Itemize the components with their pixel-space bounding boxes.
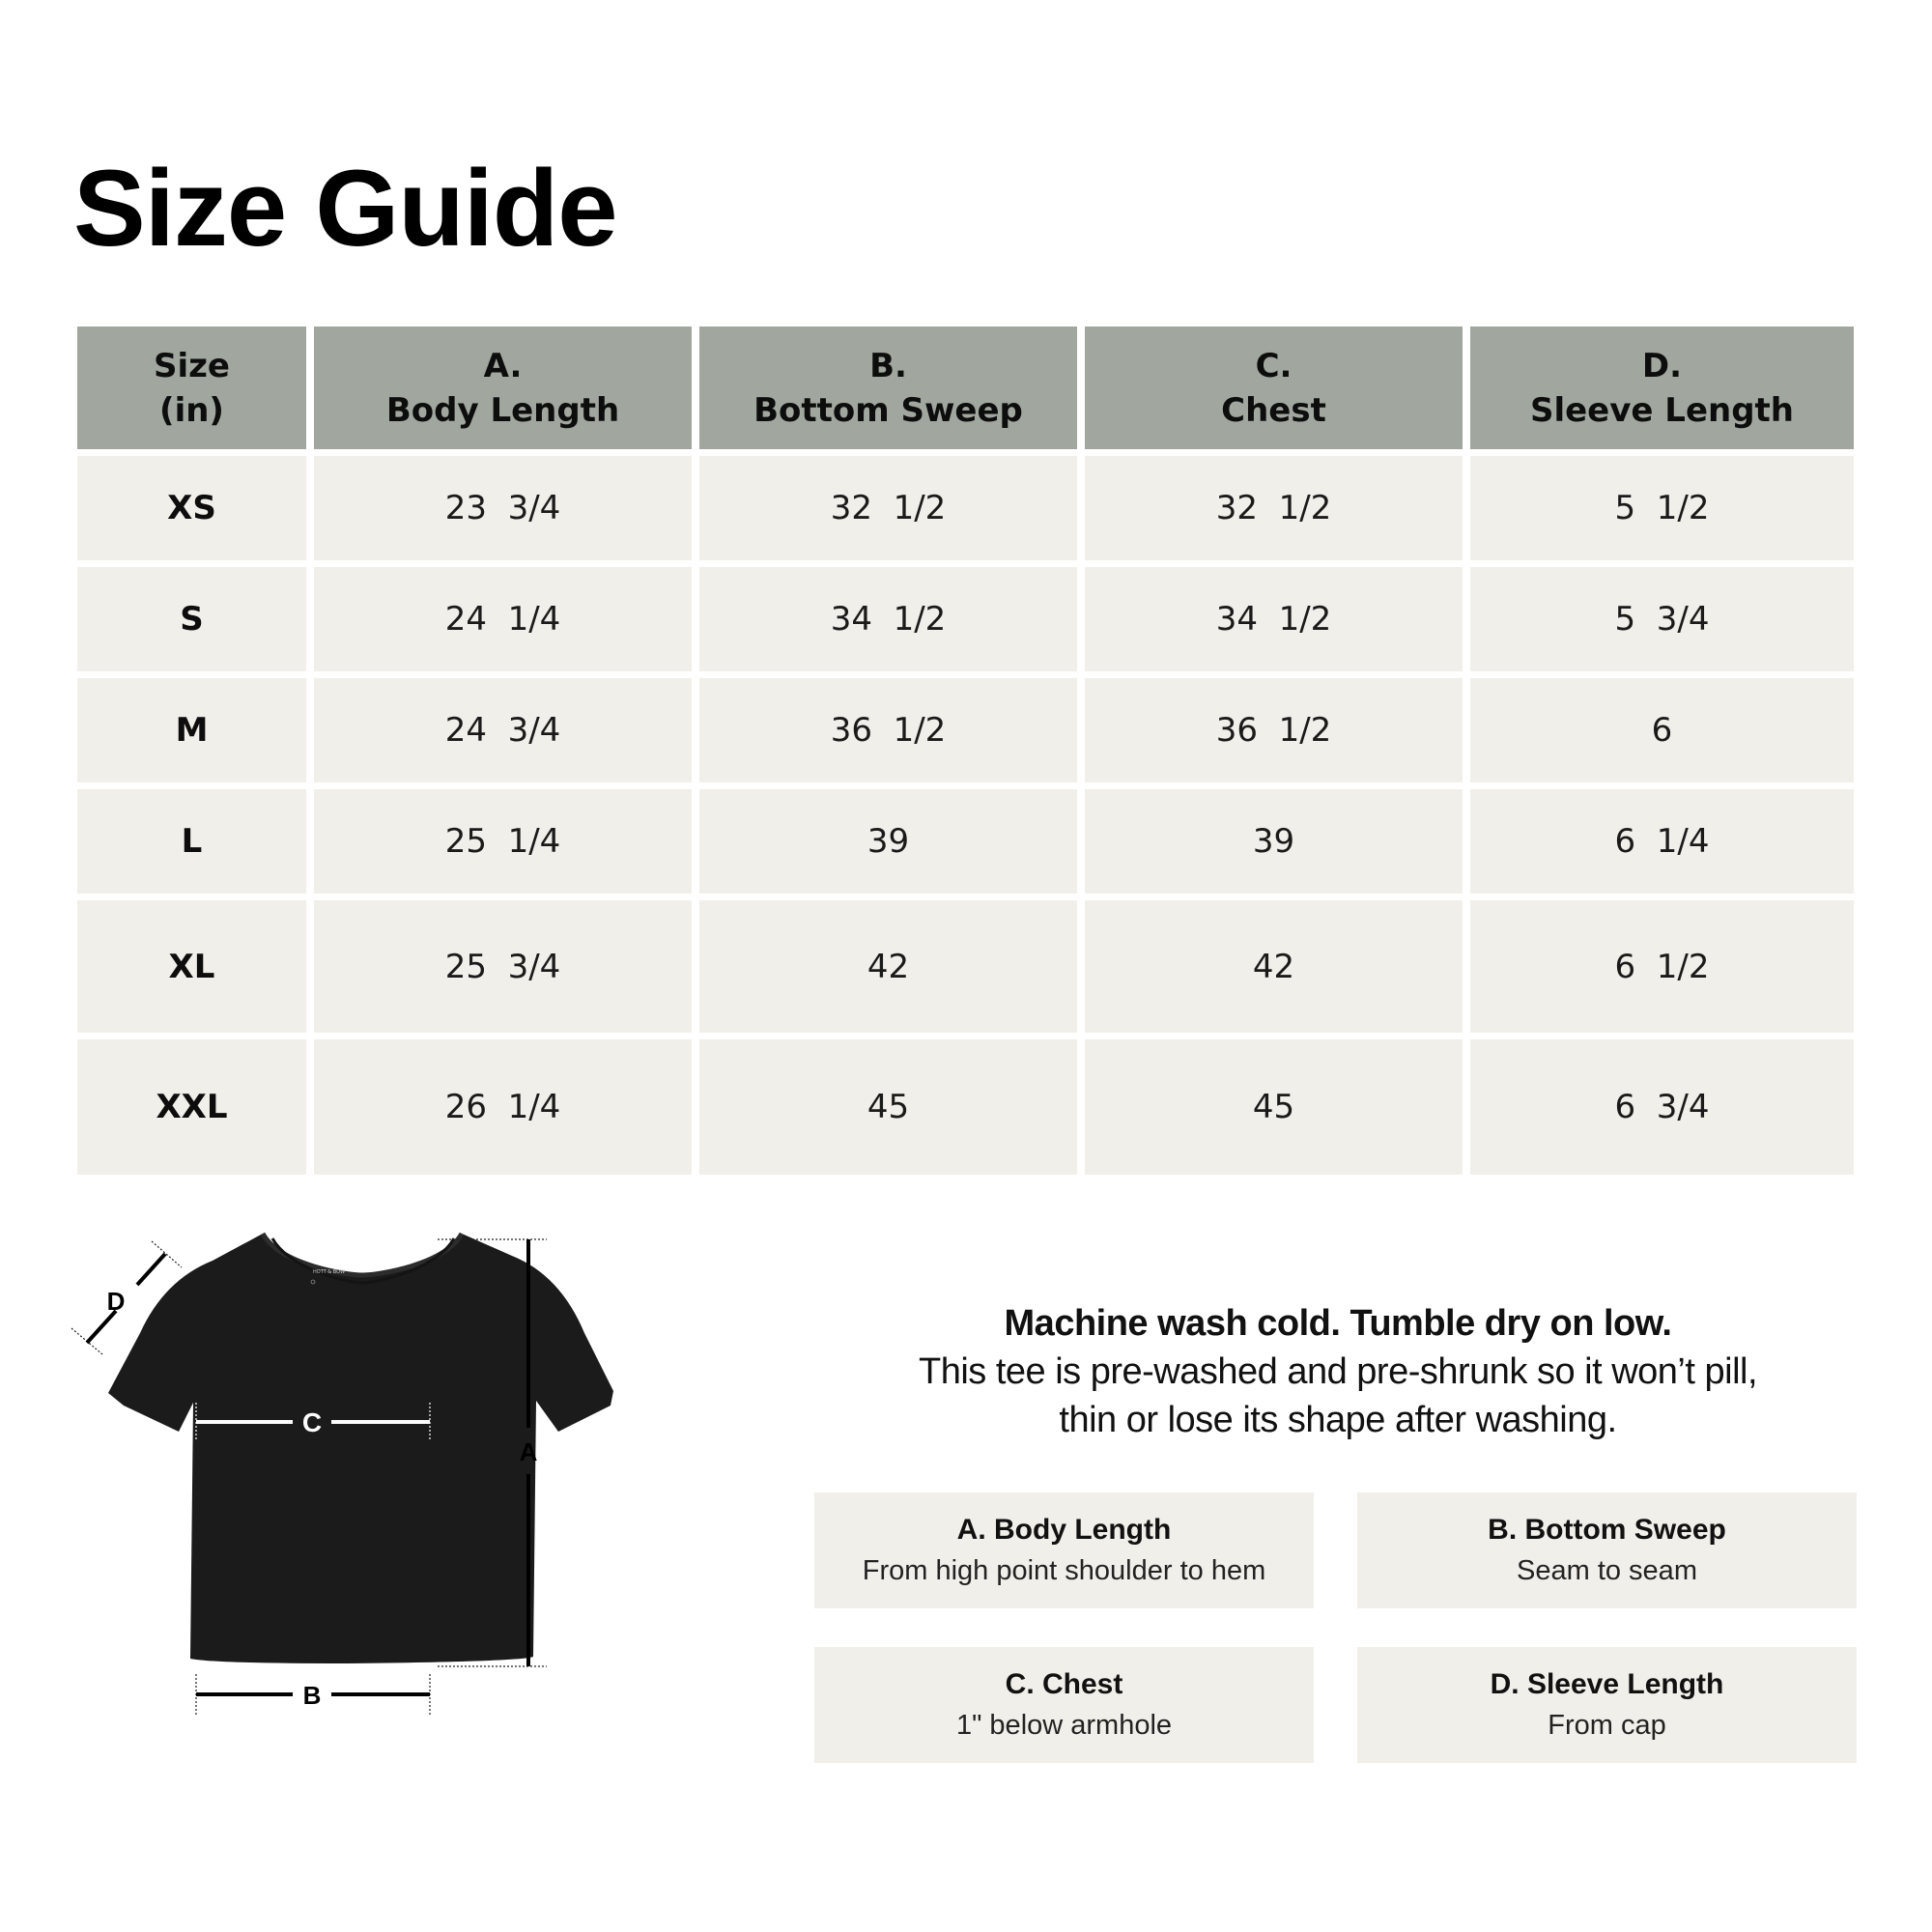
table-cell-body-length: 23 3/4 xyxy=(314,456,692,560)
table-row-size: XL xyxy=(77,900,306,1033)
table-cell-body-length: 26 1/4 xyxy=(314,1039,692,1175)
label-d: D xyxy=(106,1287,126,1316)
table-row-size: XXL xyxy=(77,1039,306,1175)
table-cell-sleeve-length: 5 3/4 xyxy=(1470,567,1854,671)
legend-card-bottom-sweep xyxy=(1357,1492,1857,1608)
table-cell-bottom-sweep: 34 1/2 xyxy=(699,567,1077,671)
header-size: Size (in) xyxy=(77,327,306,449)
legend-card-chest xyxy=(814,1647,1314,1763)
table-cell-sleeve-length: 6 1/4 xyxy=(1470,789,1854,894)
table-cell-bottom-sweep: 42 xyxy=(699,900,1077,1033)
header-chest: C. Chest xyxy=(1085,327,1463,449)
header-sleeve-length: D. Sleeve Length xyxy=(1470,327,1854,449)
table-cell-chest: 39 xyxy=(1085,789,1463,894)
table-row-size: S xyxy=(77,567,306,671)
table-row-size: M xyxy=(77,678,306,782)
table-cell-bottom-sweep: 36 1/2 xyxy=(699,678,1077,782)
legend-title: D. Sleeve Length xyxy=(1490,1668,1724,1700)
legend-title: B. Bottom Sweep xyxy=(1488,1514,1726,1546)
label-b: B xyxy=(302,1681,322,1710)
table-row-size: L xyxy=(77,789,306,894)
table-cell-chest: 36 1/2 xyxy=(1085,678,1463,782)
legend-desc: From high point shoulder to hem xyxy=(862,1555,1266,1586)
table-cell-body-length: 24 3/4 xyxy=(314,678,692,782)
legend-desc: 1" below armhole xyxy=(955,1710,1173,1741)
page-title: Size Guide xyxy=(73,148,617,269)
table-cell-chest: 45 xyxy=(1085,1039,1463,1175)
tshirt-measurement-diagram xyxy=(58,1227,657,1845)
legend-desc: Seam to seam xyxy=(1517,1555,1697,1586)
care-line-2: thin or lose its shape after washing. xyxy=(1059,1400,1617,1440)
legend-title: A. Body Length xyxy=(956,1514,1172,1546)
table-cell-sleeve-length: 6 1/2 xyxy=(1470,900,1854,1033)
table-cell-chest: 34 1/2 xyxy=(1085,567,1463,671)
header-bottom-sweep: B. Bottom Sweep xyxy=(699,327,1077,449)
care-line-1: This tee is pre-washed and pre-shrunk so it won’t pill, xyxy=(918,1351,1758,1392)
legend-card-sleeve-length xyxy=(1357,1647,1857,1763)
tshirt-icon xyxy=(108,1234,613,1663)
table-cell-bottom-sweep: 32 1/2 xyxy=(699,456,1077,560)
legend-desc: From cap xyxy=(1548,1710,1666,1741)
header-body-length: A. Body Length xyxy=(314,327,692,449)
table-cell-bottom-sweep: 45 xyxy=(699,1039,1077,1175)
care-instructions xyxy=(855,1299,1821,1444)
table-cell-bottom-sweep: 39 xyxy=(699,789,1077,894)
table-cell-body-length: 25 1/4 xyxy=(314,789,692,894)
label-c: C xyxy=(301,1407,323,1437)
label-a: A xyxy=(519,1437,538,1466)
neck-label: HOTT & BOW xyxy=(313,1269,346,1275)
table-cell-chest: 42 xyxy=(1085,900,1463,1033)
size-table xyxy=(77,327,1853,1175)
table-cell-sleeve-length: 6 3/4 xyxy=(1470,1039,1854,1175)
care-headline: Machine wash cold. Tumble dry on low. xyxy=(1004,1303,1672,1344)
table-cell-chest: 32 1/2 xyxy=(1085,456,1463,560)
table-cell-body-length: 25 3/4 xyxy=(314,900,692,1033)
legend-card-body-length xyxy=(814,1492,1314,1608)
table-row-size: XS xyxy=(77,456,306,560)
table-cell-sleeve-length: 5 1/2 xyxy=(1470,456,1854,560)
table-cell-body-length: 24 1/4 xyxy=(314,567,692,671)
table-cell-sleeve-length: 6 xyxy=(1470,678,1854,782)
legend-title: C. Chest xyxy=(1005,1668,1123,1700)
